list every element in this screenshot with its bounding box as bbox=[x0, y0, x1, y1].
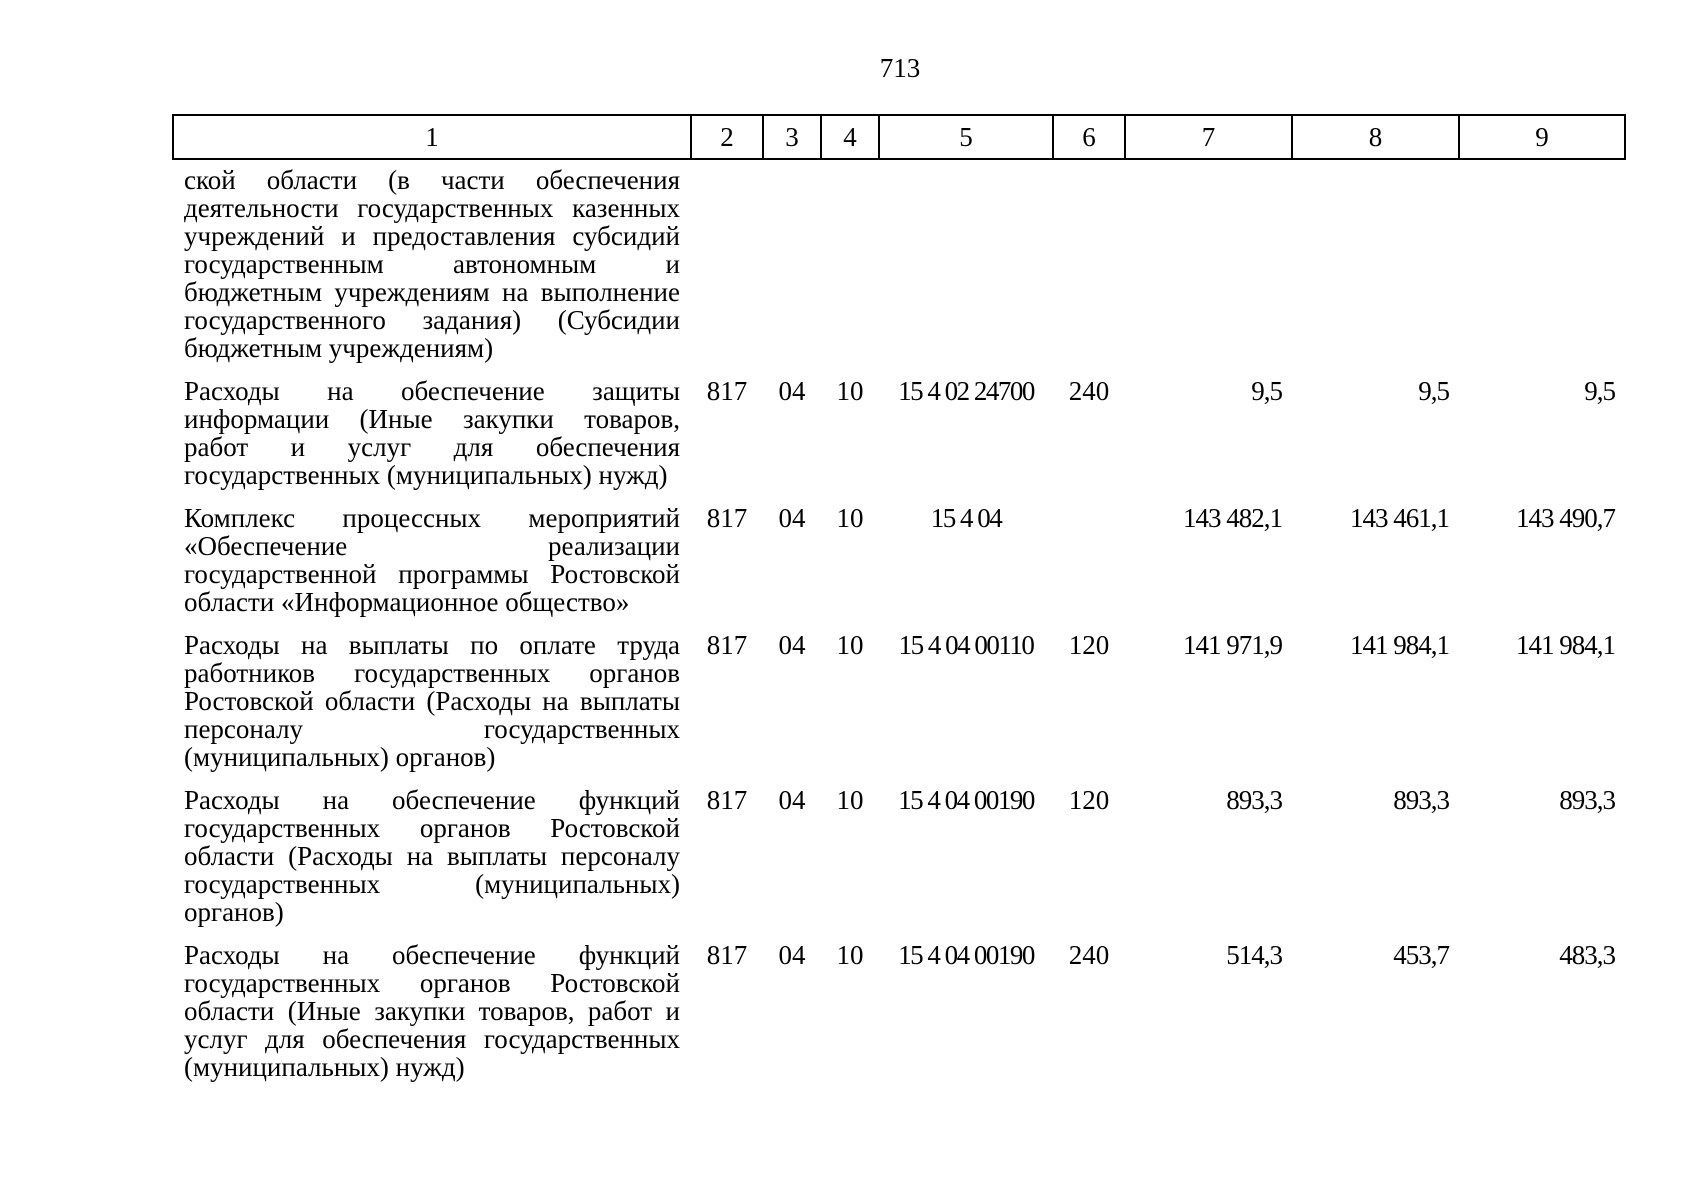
cell-amount-1: 141 971,9 bbox=[1183, 630, 1282, 660]
cell-expense-type: 240 bbox=[1068, 376, 1110, 406]
cell-section: 04 bbox=[778, 785, 806, 815]
cell-amount-3: 9,5 bbox=[1584, 376, 1615, 406]
table-row bbox=[173, 786, 1625, 941]
header-col-3: 3 bbox=[763, 115, 821, 159]
cell-subsection bbox=[821, 159, 879, 377]
table-row bbox=[173, 941, 1625, 1096]
budget-table bbox=[172, 114, 1626, 1096]
cell-amount-2: 9,5 bbox=[1418, 376, 1449, 406]
cell-subsection: 10 bbox=[836, 940, 864, 970]
table-row bbox=[173, 159, 1625, 377]
table-row bbox=[173, 504, 1625, 631]
cell-subsection: 10 bbox=[836, 503, 864, 533]
cell-amount-1: 9,5 bbox=[1251, 376, 1282, 406]
table-header bbox=[173, 115, 1625, 159]
cell-section: 04 bbox=[778, 376, 806, 406]
cell-section: 04 bbox=[778, 503, 806, 533]
cell-target-code: 15 4 04 00110 bbox=[898, 630, 1034, 660]
page-number: 713 bbox=[879, 53, 921, 83]
cell-expense-type bbox=[1053, 159, 1125, 377]
cell-ministry: 817 bbox=[706, 785, 748, 815]
cell-section: 04 bbox=[778, 940, 806, 970]
cell-expense-type: 240 bbox=[1068, 940, 1110, 970]
cell-ministry: 817 bbox=[706, 940, 748, 970]
cell-target-code: 15 4 02 24700 bbox=[898, 376, 1034, 406]
cell-ministry: 817 bbox=[706, 630, 748, 660]
row-name-cell: Расходы на обеспечение функций государственных органов Ростовской области (Иные закупки товаров, работ и услуг для обеспечения государственных (муниципальных) нужд) bbox=[184, 940, 680, 1082]
cell-amount-3: 483,3 bbox=[1559, 940, 1615, 970]
row-name-cell: Расходы на обеспечение защиты информации (Иные закупки товаров, работ и услуг для обеспечения государственных (муниципальных) нужд) bbox=[184, 376, 680, 490]
cell-expense-type bbox=[1053, 504, 1125, 631]
cell-amount-1: 514,3 bbox=[1226, 940, 1282, 970]
cell-ministry: 817 bbox=[706, 503, 748, 533]
row-name-cell: ской области (в части обеспечения деятельности государственных казенных учреждений и предоставления субсидий государственным автономным и бюджетным учреждениям на выполнение государственного задания) (Субсидии бюджетным учреждениям) bbox=[184, 165, 680, 363]
table-body bbox=[173, 159, 1625, 1096]
cell-amount-3: 893,3 bbox=[1559, 785, 1615, 815]
header-col-5: 5 bbox=[879, 115, 1053, 159]
row-name-cell: Расходы на обеспечение функций государственных органов Ростовской области (Расходы на выплаты персоналу государственных (муниципальных) органов) bbox=[184, 785, 680, 927]
cell-section: 04 bbox=[778, 630, 806, 660]
table-row bbox=[173, 377, 1625, 504]
cell-subsection: 10 bbox=[836, 376, 864, 406]
cell-amount-2: 453,7 bbox=[1393, 940, 1449, 970]
header-col-6: 6 bbox=[1053, 115, 1125, 159]
header-col-4: 4 bbox=[821, 115, 879, 159]
cell-subsection: 10 bbox=[836, 785, 864, 815]
cell-amount-1 bbox=[1125, 159, 1292, 377]
header-col-2: 2 bbox=[691, 115, 763, 159]
cell-target-code: 15 4 04 bbox=[930, 503, 1002, 533]
cell-amount-3: 143 490,7 bbox=[1516, 503, 1615, 533]
cell-target-code: 15 4 04 00190 bbox=[898, 785, 1034, 815]
cell-target-code: 15 4 04 00190 bbox=[898, 940, 1034, 970]
cell-expense-type: 120 bbox=[1068, 630, 1110, 660]
cell-target-code bbox=[879, 159, 1053, 377]
header-col-8: 8 bbox=[1292, 115, 1459, 159]
cell-amount-2: 143 461,1 bbox=[1350, 503, 1449, 533]
cell-amount-2: 141 984,1 bbox=[1350, 630, 1449, 660]
header-col-7: 7 bbox=[1125, 115, 1292, 159]
header-col-1: 1 bbox=[173, 115, 691, 159]
cell-ministry bbox=[691, 159, 763, 377]
cell-subsection: 10 bbox=[836, 630, 864, 660]
cell-amount-1: 143 482,1 bbox=[1183, 503, 1282, 533]
cell-ministry: 817 bbox=[706, 376, 748, 406]
cell-section bbox=[763, 159, 821, 377]
cell-amount-2: 893,3 bbox=[1393, 785, 1449, 815]
cell-amount-1: 893,3 bbox=[1226, 785, 1282, 815]
header-row bbox=[173, 115, 1625, 159]
header-col-9: 9 bbox=[1459, 115, 1625, 159]
row-name-cell: Комплекс процессных мероприятий «Обеспечение реализации государственной программы Ростовской области «Информационное общество» bbox=[184, 503, 680, 617]
cell-amount-2 bbox=[1292, 159, 1459, 377]
cell-amount-3: 141 984,1 bbox=[1516, 630, 1615, 660]
cell-amount-3 bbox=[1459, 159, 1625, 377]
table-row bbox=[173, 631, 1625, 786]
cell-expense-type: 120 bbox=[1068, 785, 1110, 815]
row-name-cell: Расходы на выплаты по оплате труда работников государственных органов Ростовской области (Расходы на выплаты персоналу государственных (муниципальных) органов) bbox=[184, 630, 680, 772]
